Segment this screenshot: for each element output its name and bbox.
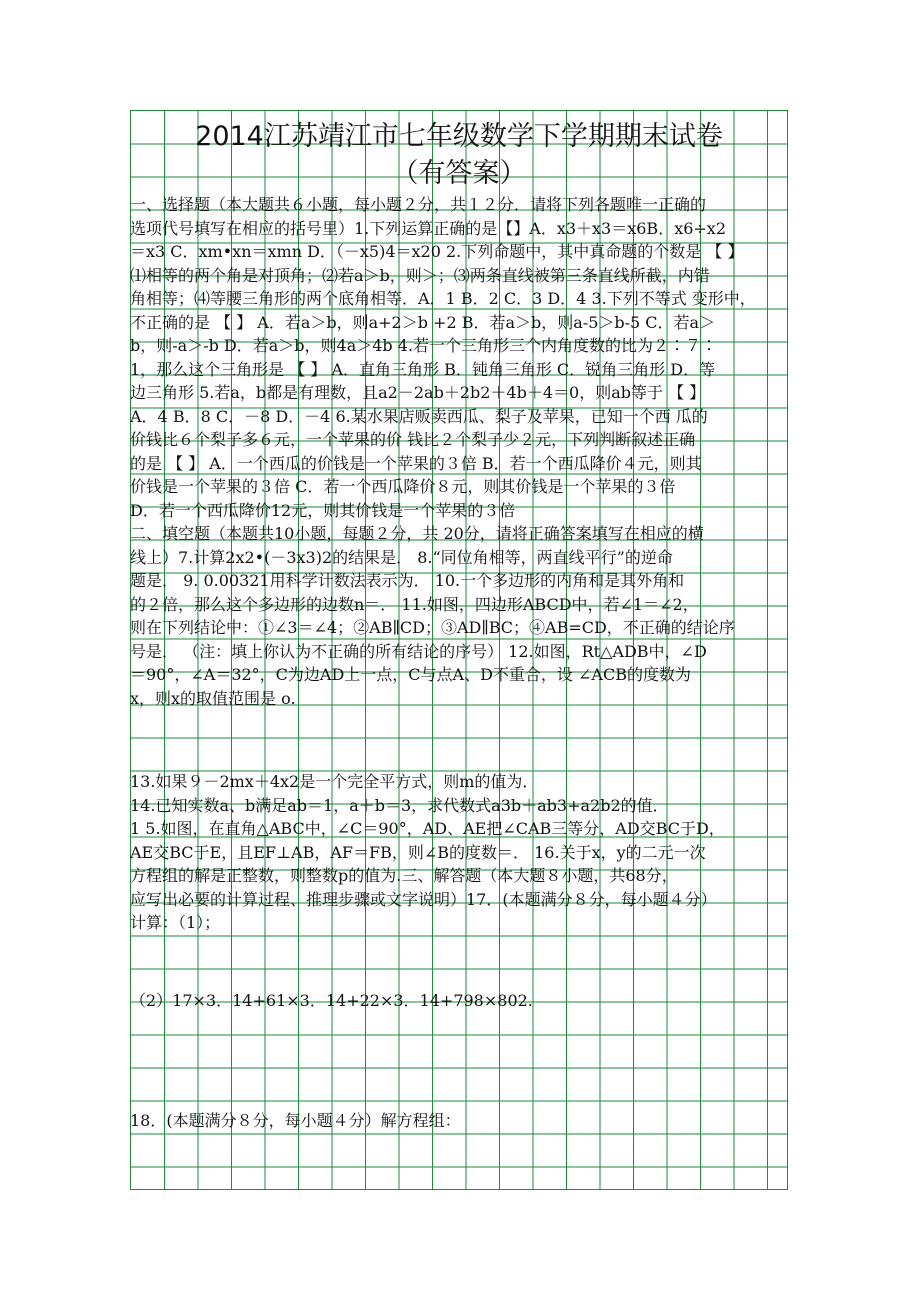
text-line: 1，那么这个三角形是 【 】 A．直角三角形 B．钝角三角形 C．锐角三角形 D．等 xyxy=(130,359,716,379)
text-line: ＝90°，∠A＝32°，C为边AD上一点，C与点A、D不重合，设 ∠ACB的度数为 xyxy=(130,665,691,684)
text-line: 的是 【 】 A．一个西瓜的价钱是一个苹果的３倍 B．若一个西瓜降价４元，则其 xyxy=(130,453,702,473)
document-title-line-2: （有答案） xyxy=(391,158,527,189)
text-line: A．4 B．8 C．－8 D．－4 6.某水果店贩卖西瓜、梨子及苹果，已知一个西 瓜的 xyxy=(130,406,708,426)
text-line: 选项代号填写在相应的括号里）1.下列运算正确的是【】A．x3＋x3＝x6B．x6÷x2 xyxy=(130,218,727,238)
text-line: 价钱是一个苹果的３倍 C．若一个西瓜降价８元，则其价钱是一个苹果的３倍 xyxy=(130,477,676,496)
text-line: 14.已知实数a、b满足ab＝1，a＋b＝3，求代数式a3b＋ab3+a2b2的值． xyxy=(130,795,669,815)
text-line: 边三角形 5.若a，b都是有理数，且a2－2ab＋2b2＋4b＋4＝0，则ab等于 【 】 xyxy=(130,383,706,402)
text-line: 题是． 9. 0.00321用科学计数法表示为． 10.一个多边形的内角和是其外角和 xyxy=(130,571,685,590)
document-title-line-1: 2014江苏靖江市七年级数学下学期期末试卷 xyxy=(195,121,723,152)
text-line: 二、填空题（本题共10小题，每题２分，共 20分，请将正确答案填写在相应的横 xyxy=(130,524,704,543)
text-line: D．若一个西瓜降价12元，则其价钱是一个苹果的３倍 xyxy=(130,500,516,520)
text-line: ＝x3 C．xm•xn＝xmn D．（－x5)4＝x20 2.下列命题中，其中真命题的个数是 【 】 xyxy=(130,242,744,261)
text-line: 则在下列结论中：①∠3＝∠4；②AB∥CD；③AD∥BC；④AB=CD，不正确的结论序 xyxy=(130,618,735,637)
text-line: ⑴相等的两个角是对顶角；⑵若a＞b，则＞；⑶两条直线被第三条直线所截，内错 xyxy=(130,265,710,285)
text-line: 不正确的是 【 】 A．若a＞b，则a+2＞b +2 B．若a＞b，则a-5＞b-5 C．若a＞ xyxy=(130,312,716,332)
text-line: 一、选择题（本大题共６小题，每小题２分，共１２分．请将下列各题唯一正确的 xyxy=(130,195,707,214)
text-line: 方程组的解是正整数，则整数p的值为.三、解答题（本大题８小题，共68分， xyxy=(130,866,678,885)
text-line: 计算：（1）； xyxy=(130,913,221,932)
text-line: 应写出必要的计算过程、推理步骤或文字说明）17．(本题满分８分，每小题４分） xyxy=(130,889,717,909)
text-line: 13.如果９－2mx＋4x2是一个完全平方式，则m的值为． xyxy=(130,772,539,791)
text-line: b，则-a＞-b D．若a＞b，则4a＞4b 4.若一个三角形三个内角度数的比为２∶７∶ xyxy=(130,336,718,355)
text-line: AE交BC于E，且EF⊥AB，AF＝FB，则∠B的度数＝． 16.关于x，y的二元一次 xyxy=(130,842,706,862)
text-line: x，则x的取值范围是 o. xyxy=(130,688,296,708)
text-line: 线上）7.计算2x2•(－3x3)2的结果是． 8.“同位角相等，两直线平行”的逆命 xyxy=(130,547,673,567)
question-17-part-2: （2）17×3．14+61×3．14+22×3．14+798×802. xyxy=(130,991,533,1010)
text-line: 1 5.如图，在直角△ABC中，∠C＝90°，AD、AE把∠CAB三等分，AD交BC于D， xyxy=(130,819,725,838)
text-line: 角相等；⑷等腰三角形的两个底角相等．A．1 B．2 C．3 D．4 3.下列不等式 变形中， xyxy=(130,289,756,308)
question-18: 18．(本题满分８分，每小题４分）解方程组： xyxy=(130,1111,461,1130)
text-line: 号是． （注：填上你认为不正确的所有结论的序号） 12.如图，Rt△ADB中，∠D xyxy=(130,641,707,661)
text-line: 价钱比６个梨子多６元，一个苹果的价 钱比２个梨子少２元，下列判断叙述正确 xyxy=(130,430,696,449)
text-line: 的２倍，那么这个多边形的边数n＝． 11.如图，四边形ABCD中，若∠1＝∠2， xyxy=(130,594,699,614)
